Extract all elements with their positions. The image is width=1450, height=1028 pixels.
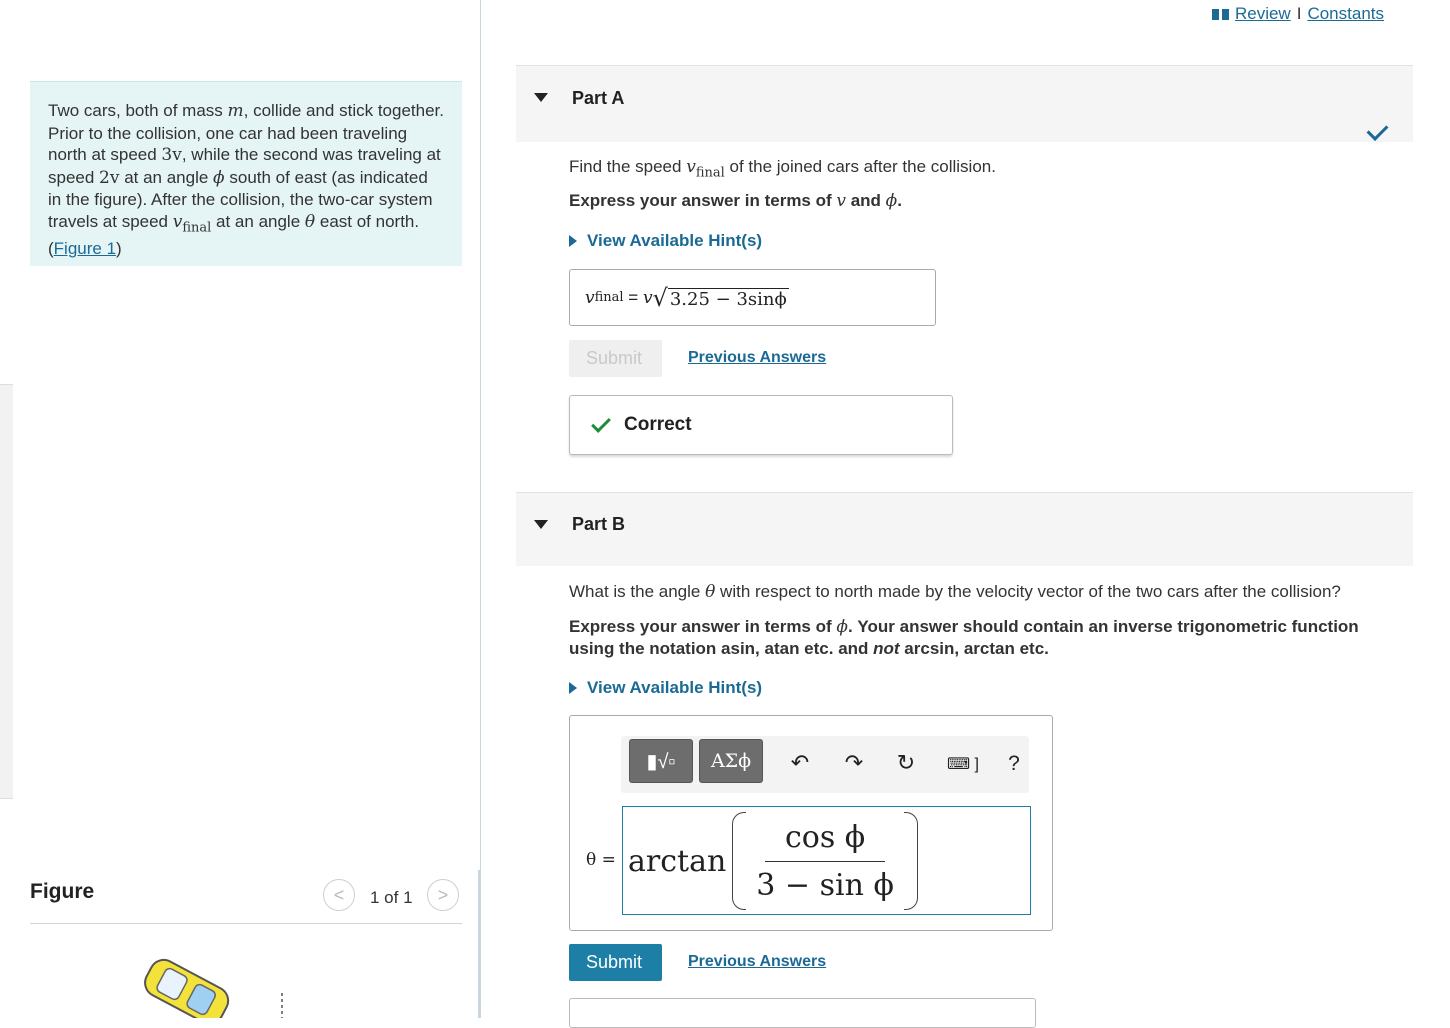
review-link[interactable]: Review	[1234, 4, 1291, 23]
right-paren	[904, 812, 918, 910]
book-icon	[1212, 9, 1229, 20]
question-text: Find the speed	[569, 157, 687, 176]
undo-icon[interactable]: ↶	[790, 750, 810, 775]
part-a-question	[569, 157, 996, 180]
answer-lhs-subscript: final	[594, 290, 624, 305]
part-a-previous-answers-link[interactable]: Previous Answers	[688, 349, 827, 366]
answer-lhs: θ =	[586, 850, 616, 870]
figure-title: Figure	[30, 880, 95, 903]
keyboard-icon[interactable]: ⌨ ]	[947, 756, 979, 773]
problem-text: at an angle	[119, 167, 214, 187]
hint-label: View Available Hint(s)	[587, 678, 763, 697]
problem-text: )	[116, 239, 122, 259]
part-b-feedback-box	[569, 998, 1036, 1028]
part-b-header[interactable]	[516, 492, 1413, 566]
part-a-hint-toggle[interactable]	[569, 231, 762, 251]
answer-v: v	[642, 287, 653, 308]
figure-link[interactable]: Figure 1	[53, 239, 117, 259]
part-b-title: Part B	[572, 514, 626, 534]
instruction-text: arcsin, arctan etc.	[899, 639, 1049, 658]
problem-text: at an angle	[211, 211, 305, 231]
denominator: 3 − sin ϕ	[756, 867, 894, 903]
figure-divider	[30, 923, 462, 924]
templates-button[interactable]: ▮√▫	[629, 739, 693, 783]
equals-sign: =	[623, 287, 643, 307]
expand-caret-icon	[569, 682, 577, 694]
function-name: arctan	[628, 843, 727, 879]
vfinal-subscript: final	[695, 165, 725, 181]
correct-check-icon	[591, 413, 611, 433]
speed-second: 2v	[99, 167, 120, 188]
completed-check-icon	[1367, 119, 1389, 141]
part-b-hint-toggle[interactable]	[569, 678, 762, 698]
redo-icon[interactable]: ↷	[844, 750, 864, 775]
problem-text: , while the second was traveling at speed	[48, 145, 441, 187]
radicand: 3.25 − 3sinϕ	[669, 288, 787, 310]
numerator: cos ϕ	[765, 820, 885, 862]
scroll-edge	[478, 870, 480, 1018]
vfinal-subscript: final	[182, 219, 212, 235]
vfinal-symbol: v	[172, 211, 183, 232]
figure-image	[140, 945, 400, 1018]
part-b-submit-button[interactable]: Submit	[569, 944, 662, 981]
instruction-text: and	[846, 191, 886, 210]
problem-text: , collide and stick together. Prior to the collision, one car had been traveling north at speed	[48, 101, 444, 164]
theta-symbol: θ	[705, 582, 716, 602]
problem-text: Two cars, both of mass	[48, 101, 228, 120]
header-links	[1212, 4, 1384, 24]
header-separator: I	[1296, 4, 1302, 23]
theta-symbol: θ	[304, 211, 316, 232]
problem-statement	[30, 81, 462, 266]
constants-link[interactable]: Constants	[1307, 4, 1384, 23]
part-b-previous-answers-link[interactable]: Previous Answers	[688, 953, 827, 970]
speed-north: 3v	[161, 145, 182, 165]
part-a-submit-button[interactable]: Submit	[569, 340, 662, 377]
part-b-question	[569, 582, 1341, 602]
collapse-caret-icon[interactable]	[534, 520, 548, 529]
vfinal-symbol: v	[686, 157, 696, 177]
phi-symbol: ϕ	[213, 167, 225, 188]
pane-divider[interactable]	[480, 0, 481, 1018]
instruction-text: . Your answer should contain an inverse trigonometric function using the notation asin, atan etc. and	[569, 617, 1359, 658]
part-b-answer-editor	[569, 715, 1053, 931]
instruction-text: Express your answer in terms of	[569, 617, 837, 636]
instruction-text: Express your answer in terms of	[569, 191, 837, 210]
figure-pager-count: 1 of 1	[370, 888, 413, 907]
sqrt-expression	[652, 283, 789, 312]
part-b-answer-field[interactable]	[622, 806, 1031, 915]
fraction	[750, 820, 900, 903]
phi-symbol: ϕ	[836, 617, 848, 637]
mass-symbol: m	[227, 101, 244, 121]
answer-lhs: v	[585, 287, 595, 308]
answer-formula	[628, 811, 918, 911]
figure-next-button[interactable]: >	[427, 879, 459, 911]
problem-text: south of east (as indicated in the figure). After the collision, the two-car system travels at speed	[48, 167, 433, 231]
instruction-text: .	[897, 191, 902, 210]
part-a-header[interactable]	[516, 65, 1413, 142]
feedback-label: Correct	[624, 414, 692, 435]
phi-symbol: ϕ	[885, 191, 898, 211]
part-a-answer-field[interactable]	[569, 269, 936, 326]
emphasis-not: not	[873, 639, 900, 658]
math-toolbar	[621, 736, 1029, 793]
help-icon[interactable]: ?	[1008, 752, 1020, 775]
question-text: What is the angle	[569, 582, 706, 601]
part-a-feedback	[569, 395, 953, 455]
problem-text: east of north. (	[48, 211, 420, 259]
collapse-caret-icon[interactable]	[534, 93, 548, 102]
figure-prev-button[interactable]: <	[323, 879, 355, 911]
question-text: of the joined cars after the collision.	[724, 157, 996, 176]
part-a-title: Part A	[572, 88, 625, 108]
part-a-instruction	[569, 190, 902, 212]
left-scrollbar[interactable]	[0, 384, 13, 799]
question-text: with respect to north made by the velocity vector of the two cars after the collision?	[715, 582, 1341, 601]
v-symbol: v	[836, 191, 846, 211]
greek-symbols-button[interactable]: ΑΣϕ	[699, 739, 763, 783]
part-b-instruction	[569, 616, 1389, 659]
hint-label: View Available Hint(s)	[587, 231, 763, 250]
left-pane	[0, 0, 480, 1018]
left-paren	[732, 812, 746, 910]
expand-caret-icon	[569, 235, 577, 247]
reset-icon[interactable]: ↻	[896, 750, 916, 775]
sqrt-icon: √	[652, 283, 668, 312]
